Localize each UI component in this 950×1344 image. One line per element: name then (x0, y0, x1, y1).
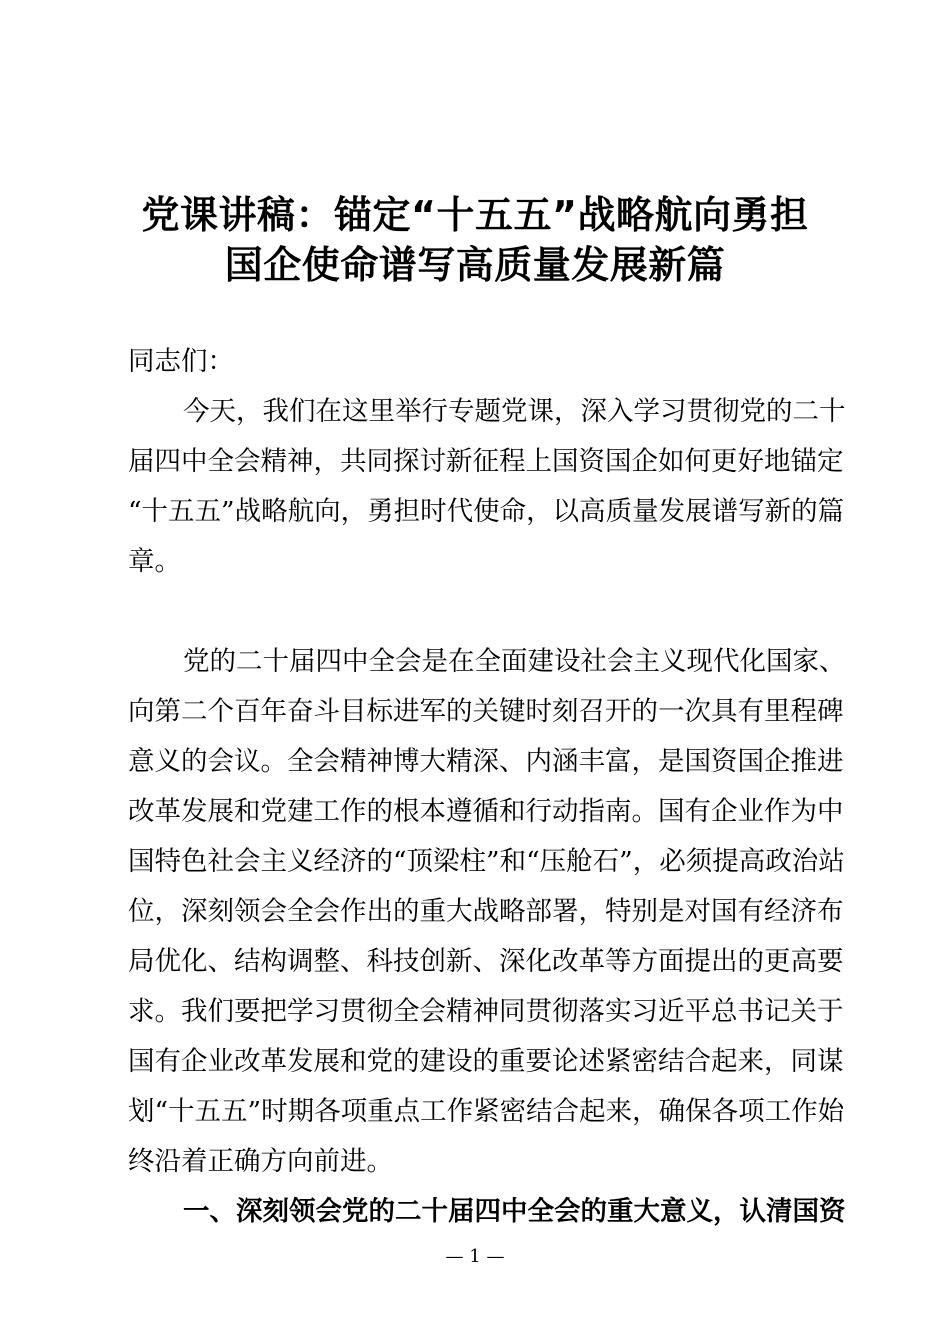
paragraph-2-line: 改革发展和党建工作的根本遵循和行动指南。国有企业作为中 (128, 796, 844, 827)
paragraph-2-line: 局优化、结构调整、科技创新、深化改革等方面提出的更高要 (128, 946, 844, 977)
paragraph-1-line: “十五五”战略航向，勇担时代使命，以高质量发展谱写新的篇 (128, 496, 845, 527)
paragraph-2-line: 党的二十届四中全会是在全面建设社会主义现代化国家、 (183, 646, 846, 677)
paragraph-2-line: 国特色社会主义经济的“顶梁柱”和“压舱石”，必须提高政治站 (128, 846, 845, 877)
paragraph-2-line: 终沿着正确方向前进。 (128, 1146, 393, 1177)
paragraph-1-line: 今天，我们在这里举行专题党课，深入学习贯彻党的二十 (183, 396, 846, 427)
paragraph-2-line: 国有企业改革发展和党的建设的重要论述紧密结合起来，同谋 (128, 1046, 844, 1077)
document-title-line-2: 国企使命谱写高质量发展新篇 (224, 243, 726, 287)
paragraph-2-line: 位，深刻领会全会作出的重大战略部署，特别是对国有经济布 (128, 896, 844, 927)
page-number: — 1 — (445, 1246, 505, 1267)
paragraph-1-line: 届四中全会精神，共同探讨新征程上国资国企如何更好地锚定 (128, 446, 844, 477)
paragraph-2-line: 划“十五五”时期各项重点工作紧密结合起来，确保各项工作始 (128, 1096, 845, 1127)
paragraph-2-line: 求。我们要把学习贯彻全会精神同贯彻落实习近平总书记关于 (128, 996, 844, 1027)
paragraph-1-line: 章。 (128, 546, 181, 577)
paragraph-2-line: 向第二个百年奋斗目标进军的关键时刻召开的一次具有里程碑 (128, 696, 844, 727)
section-heading: 一、深刻领会党的二十届四中全会的重大意义，认清国资 (183, 1196, 846, 1227)
paragraph-2-line: 意义的会议。全会精神博大精深、内涵丰富，是国资国企推进 (128, 746, 844, 777)
document-title-line-1: 党课讲稿：锚定“十五五”战略航向勇担 (141, 193, 809, 237)
salutation: 同志们： (128, 346, 234, 377)
